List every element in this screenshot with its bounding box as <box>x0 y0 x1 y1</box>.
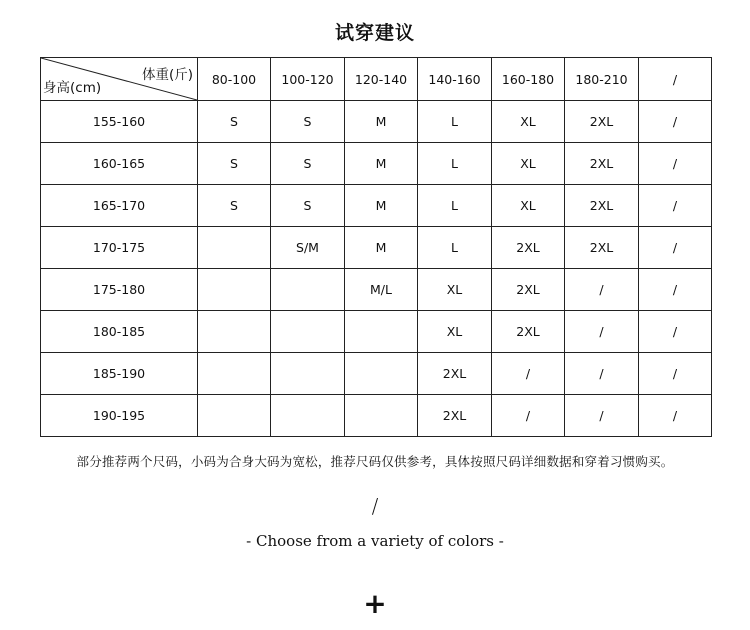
size-cell: 2XL <box>492 311 565 353</box>
size-cell: / <box>639 185 712 227</box>
size-cell: S <box>198 143 271 185</box>
size-cell <box>345 311 418 353</box>
size-cell <box>198 353 271 395</box>
size-cell: XL <box>492 143 565 185</box>
weight-column-header: 120-140 <box>345 58 418 101</box>
size-cell: 2XL <box>418 353 492 395</box>
size-cell <box>345 395 418 437</box>
size-recommendation-note: 部分推荐两个尺码，小码为合身大码为宽松，推荐尺码仅供参考，具体按照尺码详细数据和穿着习惯购买。 <box>76 454 674 469</box>
table-row <box>41 353 712 395</box>
size-cell: XL <box>492 101 565 143</box>
size-cell <box>345 353 418 395</box>
size-cell: S <box>271 143 345 185</box>
size-cell: / <box>639 101 712 143</box>
size-cell: / <box>639 143 712 185</box>
size-cell <box>271 269 345 311</box>
weight-column-header: 100-120 <box>271 58 345 101</box>
size-cell: L <box>418 185 492 227</box>
plus-icon: + <box>363 587 387 620</box>
size-cell <box>198 227 271 269</box>
size-cell: M <box>345 143 418 185</box>
colors-tagline: - Choose from a variety of colors - <box>246 532 504 550</box>
size-cell: 2XL <box>492 227 565 269</box>
size-cell: 2XL <box>565 185 639 227</box>
size-cell: / <box>565 269 639 311</box>
table-row <box>41 227 712 269</box>
height-range-cell: 170-175 <box>41 227 198 269</box>
size-cell: 2XL <box>565 227 639 269</box>
size-cell: 2XL <box>565 143 639 185</box>
weight-column-header: 180-210 <box>565 58 639 101</box>
size-cell: / <box>492 353 565 395</box>
table-header-row <box>41 58 712 101</box>
size-cell: / <box>492 395 565 437</box>
size-cell: L <box>418 227 492 269</box>
table-corner-cell <box>41 58 198 101</box>
height-range-cell: 180-185 <box>41 311 198 353</box>
size-cell: S <box>271 101 345 143</box>
weight-axis-label: 体重(斤) <box>141 67 193 83</box>
size-cell: S <box>271 185 345 227</box>
height-range-cell: 190-195 <box>41 395 198 437</box>
weight-column-header: 140-160 <box>418 58 492 101</box>
table-row <box>41 143 712 185</box>
height-range-cell: 155-160 <box>41 101 198 143</box>
size-cell: / <box>565 395 639 437</box>
size-cell: 2XL <box>492 269 565 311</box>
table-row <box>41 101 712 143</box>
size-cell: M/L <box>345 269 418 311</box>
size-cell <box>198 395 271 437</box>
size-cell <box>198 311 271 353</box>
table-row <box>41 269 712 311</box>
size-cell: / <box>565 353 639 395</box>
height-range-cell: 185-190 <box>41 353 198 395</box>
size-cell: 2XL <box>565 101 639 143</box>
size-cell: XL <box>418 269 492 311</box>
height-range-cell: 160-165 <box>41 143 198 185</box>
size-cell: / <box>639 395 712 437</box>
height-range-cell: 175-180 <box>41 269 198 311</box>
size-cell <box>271 311 345 353</box>
size-cell: S <box>198 101 271 143</box>
weight-column-header: 160-180 <box>492 58 565 101</box>
weight-column-header: 80-100 <box>198 58 271 101</box>
size-cell: / <box>639 311 712 353</box>
slash-divider: / <box>371 494 379 518</box>
size-cell: M <box>345 227 418 269</box>
size-cell <box>271 353 345 395</box>
height-range-cell: 165-170 <box>41 185 198 227</box>
size-cell: L <box>418 143 492 185</box>
page-title: 试穿建议 <box>334 22 415 44</box>
weight-column-header: / <box>639 58 712 101</box>
size-cell <box>271 395 345 437</box>
size-cell: / <box>639 269 712 311</box>
size-cell <box>198 269 271 311</box>
size-recommendation-table <box>40 57 712 437</box>
size-cell: XL <box>492 185 565 227</box>
size-cell: XL <box>418 311 492 353</box>
size-cell: / <box>639 353 712 395</box>
size-cell: / <box>565 311 639 353</box>
size-cell: L <box>418 101 492 143</box>
size-cell: M <box>345 185 418 227</box>
table-row <box>41 395 712 437</box>
size-cell: 2XL <box>418 395 492 437</box>
table-row <box>41 311 712 353</box>
size-cell: / <box>639 227 712 269</box>
size-cell: M <box>345 101 418 143</box>
table-row <box>41 185 712 227</box>
height-axis-label: 身高(cm) <box>43 80 102 96</box>
size-cell: S/M <box>271 227 345 269</box>
size-cell: S <box>198 185 271 227</box>
